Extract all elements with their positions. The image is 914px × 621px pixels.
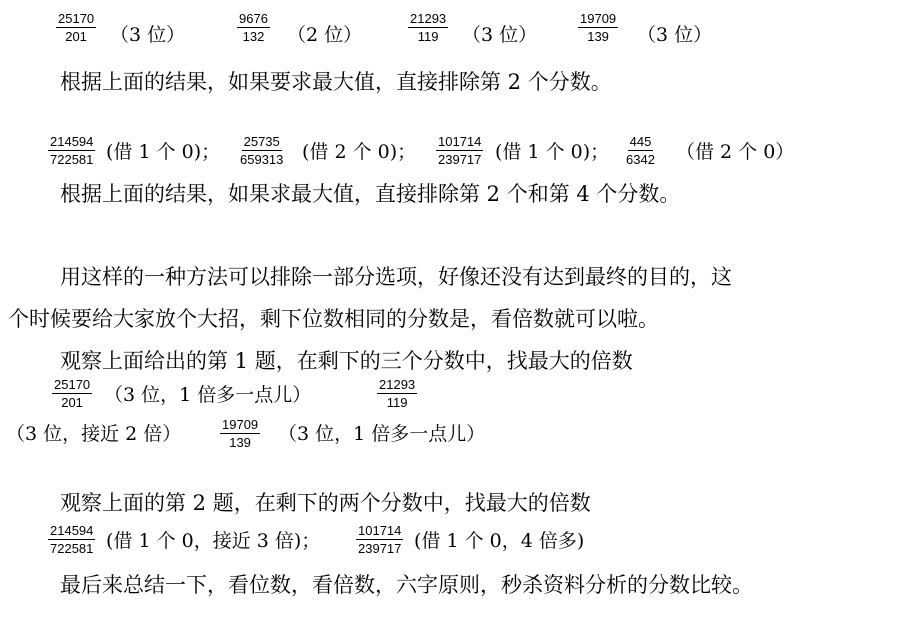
fraction-note: (借 1 个 0，接近 3 倍)； <box>106 530 321 552</box>
denominator: 659313 <box>240 152 284 167</box>
observe-1-fraction-3 <box>220 418 260 450</box>
numerator: 214594 <box>50 523 94 538</box>
fraction-note: （3 位，1 倍多一点儿） <box>278 423 486 445</box>
numerator: 9676 <box>239 11 268 26</box>
observe-1-heading: 观察上面给出的第 1 题，在剩下的三个分数中，找最大的倍数 <box>60 349 633 373</box>
denominator: 132 <box>242 29 265 44</box>
observe-2-fraction-2 <box>356 524 403 556</box>
observe-1-fraction-2 <box>377 378 417 410</box>
denominator: 139 <box>587 29 609 44</box>
fraction-2-2 <box>240 135 283 167</box>
fraction-note: （2 位） <box>287 24 363 46</box>
summary: 最后来总结一下，看位数，看倍数，六字原则，秒杀资料分析的分数比较。 <box>60 573 753 597</box>
denominator: 239717 <box>358 541 402 556</box>
observe-2-heading: 观察上面的第 2 题，在剩下的两个分数中，找最大的倍数 <box>60 491 591 515</box>
conclusion-2: 根据上面的结果，如果求最大值，直接排除第 2 个和第 4 个分数。 <box>60 182 681 206</box>
numerator: 21293 <box>410 11 447 26</box>
denominator: 139 <box>229 435 251 450</box>
fraction-note: （借 2 个 0） <box>676 141 795 163</box>
fraction-1-4 <box>578 12 618 44</box>
fraction-2-4 <box>626 135 655 167</box>
fraction-note: （3 位） <box>462 24 538 46</box>
numerator: 25170 <box>58 11 95 26</box>
fraction-note: (借 1 个 0)； <box>495 141 610 163</box>
denominator: 722581 <box>50 541 94 556</box>
denominator: 201 <box>61 395 83 410</box>
numerator: 101714 <box>438 134 482 149</box>
paragraph-line-2: 个时候要给大家放个大招，剩下位数相同的分数是，看倍数就可以啦。 <box>8 307 659 331</box>
fraction-note: (借 1 个 0，4 倍多) <box>414 530 585 552</box>
denominator: 722581 <box>50 152 94 167</box>
denominator: 119 <box>386 395 408 410</box>
numerator: 19709 <box>222 417 259 432</box>
fraction-1-3 <box>408 12 448 44</box>
fraction-note: (借 1 个 0)； <box>106 141 221 163</box>
fraction-note: （3 位，1 倍多一点儿） <box>104 384 312 406</box>
denominator: 119 <box>417 29 439 44</box>
numerator: 25735 <box>243 134 280 149</box>
conclusion-1: 根据上面的结果，如果要求最大值，直接排除第 2 个分数。 <box>60 70 612 94</box>
numerator: 19709 <box>580 11 617 26</box>
paragraph-line-1: 用这样的一种方法可以排除一部分选项，好像还没有达到最终的目的，这 <box>60 265 732 289</box>
fraction-note: （3 位，接近 2 倍） <box>6 423 182 445</box>
observe-1-fraction-1 <box>52 378 92 410</box>
numerator: 25170 <box>54 377 91 392</box>
numerator: 101714 <box>358 523 402 538</box>
observe-2-fraction-1 <box>48 524 95 556</box>
fraction-note: （3 位） <box>637 24 713 46</box>
numerator: 214594 <box>50 134 94 149</box>
fraction-2-3 <box>436 135 483 167</box>
fraction-1-1 <box>56 12 96 44</box>
fraction-1-2 <box>237 12 270 44</box>
denominator: 6342 <box>626 152 655 167</box>
numerator: 445 <box>629 134 652 149</box>
denominator: 201 <box>65 29 87 44</box>
fraction-note: (借 2 个 0)； <box>302 141 417 163</box>
fraction-2-1 <box>48 135 95 167</box>
denominator: 239717 <box>438 152 482 167</box>
numerator: 21293 <box>379 377 416 392</box>
fraction-note: （3 位） <box>110 24 186 46</box>
